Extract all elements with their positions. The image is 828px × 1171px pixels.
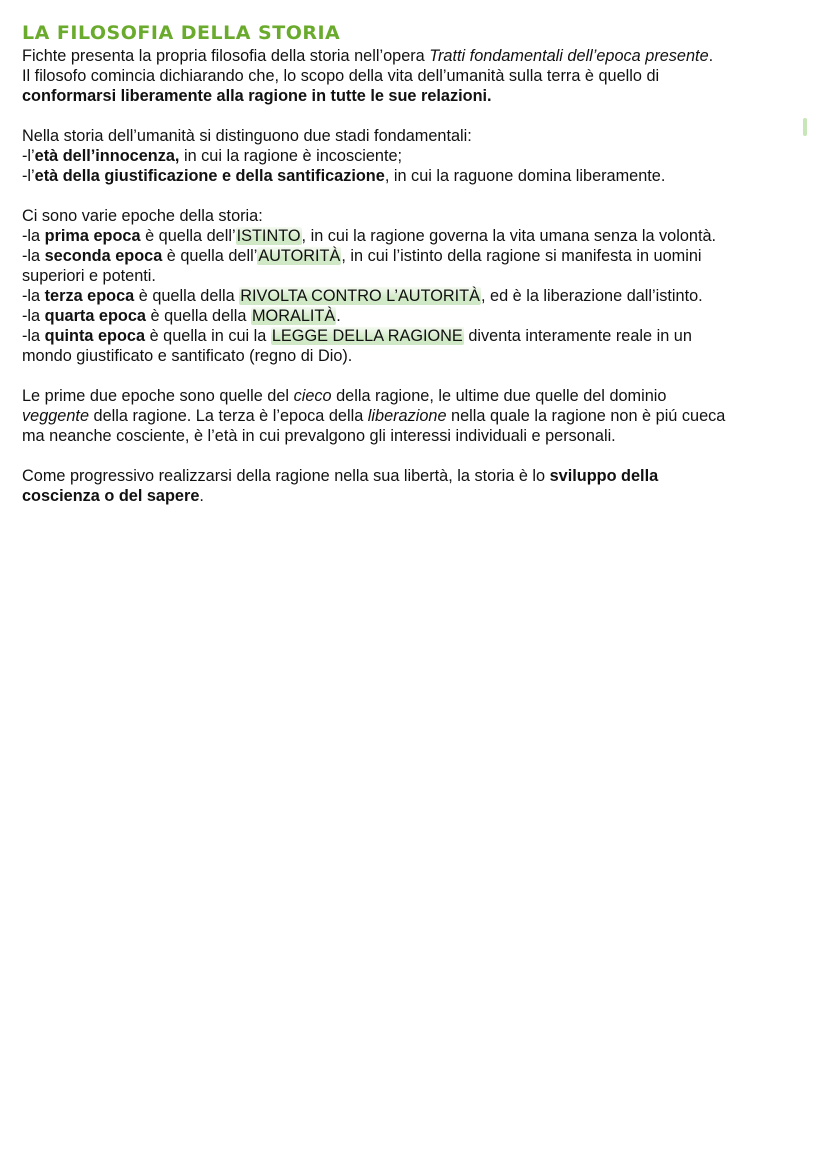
paragraph-conclusion: [22, 466, 812, 506]
text-span: Fichte presenta la propria filosofia della storia nell’opera: [22, 47, 430, 65]
text-span: è quella dell’: [140, 227, 236, 245]
epoch-item-4: [22, 306, 812, 326]
text-span: diventa interamente reale in un: [463, 327, 692, 345]
epochs-intro: Ci sono varie epoche della storia:: [22, 207, 263, 225]
bold-text: età della giustificazione e della santificazione: [34, 167, 385, 185]
text-span: -la: [22, 227, 45, 245]
text-span: nella quale la ragione non è piú cueca: [446, 407, 726, 425]
text-span: -l’: [22, 147, 35, 165]
highlighted-text: ISTINTO: [236, 227, 301, 245]
highlighted-text: AUTORITÀ: [258, 247, 341, 265]
bold-text: prima epoca: [44, 227, 141, 245]
epoch-item-5-cont: mondo giustificato e santificato (regno di Dio).: [22, 347, 353, 365]
text-span: -l’: [22, 167, 35, 185]
text-span: -la: [22, 287, 45, 305]
text-span: della ragione. La terza è l’epoca della: [89, 407, 368, 425]
highlighted-text: RIVOLTA CONTRO L’AUTORITÀ: [240, 287, 480, 305]
intro-line-2: Il filosofo comincia dichiarando che, lo scopo della vita dell’umanità sulla terra è quello di: [22, 67, 660, 85]
epoch-item-3: [22, 286, 812, 306]
text-span: , in cui la raguone domina liberamente.: [384, 167, 666, 185]
epoch-item-2: [22, 246, 812, 266]
epoch-item-1: [22, 226, 812, 246]
document-page: [22, 22, 812, 506]
page-title: LA FILOSOFIA DELLA STORIA: [22, 22, 341, 44]
italic-text: liberazione: [367, 407, 447, 425]
stage-item-innocenza: [22, 146, 812, 166]
text-span: è quella in cui la: [145, 327, 271, 345]
paragraph-intro: [22, 46, 812, 106]
text-span: è quella dell’: [162, 247, 258, 265]
work-title: Tratti fondamentali dell’epoca presente: [429, 47, 709, 65]
text-span: Come progressivo realizzarsi della ragione nella sua libertà, la storia è lo: [22, 467, 550, 485]
epoch-item-5: [22, 326, 812, 346]
text-span: .: [708, 47, 714, 65]
highlighted-text: MORALITÀ: [251, 307, 336, 325]
text-span: è quella della: [134, 287, 240, 305]
bold-text: conformarsi liberamente alla ragione in tutte le sue relazioni.: [22, 87, 492, 105]
text-span: , in cui la ragione governa la vita umana senza la volontà.: [301, 227, 717, 245]
text-span: Le prime due epoche sono quelle del: [22, 387, 294, 405]
text-span: .: [199, 487, 204, 505]
paragraph-epochs: [22, 206, 812, 366]
paragraph-summary: [22, 386, 812, 446]
bold-text: terza epoca: [44, 287, 135, 305]
text-span: -la: [22, 307, 45, 325]
italic-text: veggente: [22, 407, 89, 425]
summary-line-3: ma neanche cosciente, è l’età in cui prevalgono gli interessi individuali e personali.: [22, 427, 616, 445]
text-span: della ragione, le ultime due quelle del dominio: [331, 387, 667, 405]
summary-line-1: [22, 386, 812, 406]
text-span: -la: [22, 247, 45, 265]
text-span: -la: [22, 327, 45, 345]
text-span: , ed è la liberazione dall’istinto.: [480, 287, 703, 305]
bold-text: età dell’innocenza,: [34, 147, 180, 165]
text-span: .: [336, 307, 341, 325]
highlighted-text: LEGGE DELLA RAGIONE: [271, 327, 463, 345]
conclusion-line-2: [22, 486, 812, 506]
text-span: in cui la ragione è incosciente;: [179, 147, 403, 165]
stage-item-giustificazione: [22, 166, 812, 186]
italic-text: cieco: [293, 387, 332, 405]
bold-text: seconda epoca: [44, 247, 163, 265]
stages-intro: Nella storia dell’umanità si distinguono due stadi fondamentali:: [22, 127, 472, 145]
text-span: , in cui l’istinto della ragione si manifesta in uomini: [341, 247, 702, 265]
bold-text: quarta epoca: [44, 307, 146, 325]
bold-text: sviluppo della: [549, 467, 659, 485]
bold-text: coscienza o del sapere: [22, 487, 200, 505]
conclusion-line-1: [22, 466, 812, 486]
intro-line-3: [22, 86, 812, 106]
epoch-item-2-cont: superiori e potenti.: [22, 267, 156, 285]
summary-line-2: [22, 406, 812, 426]
text-span: è quella della: [145, 307, 251, 325]
intro-line-1: [22, 46, 812, 66]
bold-text: quinta epoca: [44, 327, 146, 345]
paragraph-stages: [22, 126, 812, 186]
